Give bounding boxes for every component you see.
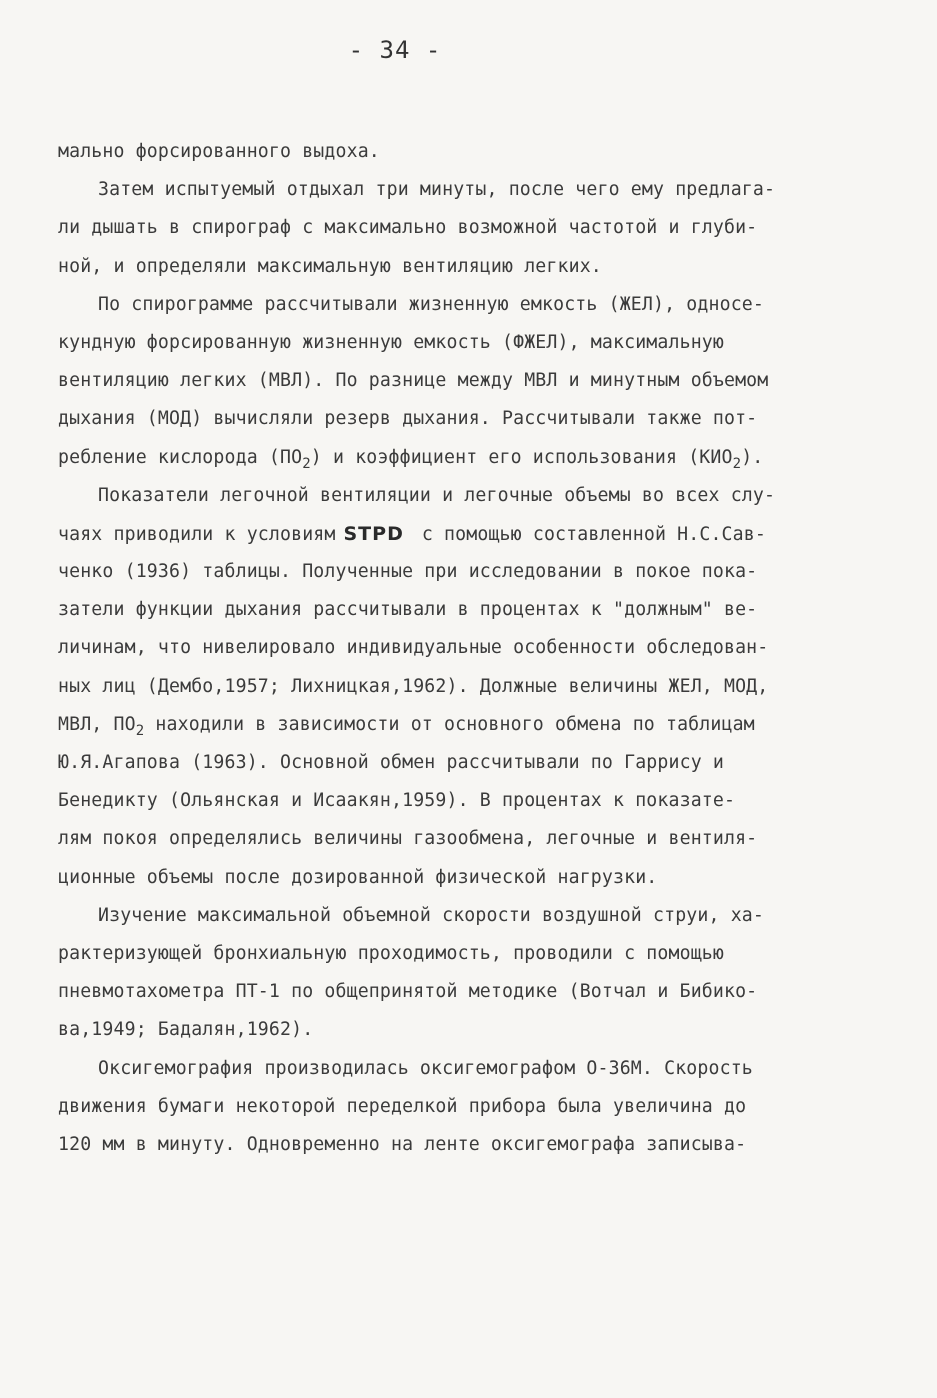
- text-line: [58, 820, 888, 858]
- text-line: [58, 668, 888, 706]
- text-line: [58, 973, 888, 1011]
- text-run: Затем испытуемый отдыхал три минуты, после чего ему предлага-: [98, 179, 776, 201]
- page-number: - 34 -: [348, 36, 442, 64]
- text-line: [58, 897, 888, 935]
- text-line: [58, 553, 888, 591]
- text-line: [58, 1050, 888, 1088]
- text-line: [58, 439, 888, 477]
- text-run: находили в зависимости от основного обмена по таблицам: [144, 713, 755, 735]
- body-text: [58, 133, 888, 1164]
- text-line: [58, 629, 888, 667]
- text-run: 120 мм в минуту. Одновременно на ленте оксигемографа записыва-: [58, 1133, 747, 1155]
- text-run: ).: [741, 446, 764, 468]
- text-line: [58, 171, 888, 209]
- text-line: [58, 400, 888, 438]
- text-run: ционные объемы после дозированной физической нагрузки.: [58, 866, 658, 888]
- text-line: [58, 515, 888, 553]
- text-run: ) и коэффициент его использования (КИО: [310, 446, 733, 468]
- text-run: ребление кислорода (ПО: [58, 446, 303, 468]
- text-line: [58, 133, 888, 171]
- text-line: [58, 324, 888, 362]
- text-run: Изучение максимальной объемной скорости воздушной струи, ха-: [98, 904, 764, 926]
- text-run: ной, и определяли максимальную вентиляцию легких.: [58, 255, 602, 277]
- text-run: затели функции дыхания рассчитывали в процентах к "должным" ве-: [58, 599, 758, 621]
- stamped-abbreviation: STPD: [343, 522, 404, 545]
- text-run: ли дышать в спирограф с максимально возможной частотой и глуби-: [58, 217, 758, 239]
- subscript: 2: [732, 455, 742, 472]
- text-run: Ю.Я.Агапова (1963). Основной обмен рассчитывали по Гаррису и: [58, 752, 724, 773]
- text-run: МВЛ, ПО: [58, 713, 136, 735]
- text-run: лям покоя определялись величины газообмена, легочные и вентиля-: [58, 828, 758, 850]
- text-run: кундную форсированную жизненную емкость (ФЖЕЛ), максимальную: [58, 331, 724, 353]
- text-line: [58, 1088, 888, 1126]
- text-line: [58, 859, 888, 897]
- subscript: 2: [135, 722, 145, 739]
- text-run: личинам, что нивелировало индивидуальные особенности обследован-: [58, 637, 769, 659]
- text-run: движения бумаги некоторой переделкой прибора была увеличина до: [58, 1095, 747, 1117]
- text-run: ных лиц (Дембо,1957; Лихницкая,1962). Должные величины ЖЕЛ, МОД,: [58, 675, 769, 697]
- text-run: мально форсированного выдоха.: [58, 141, 380, 162]
- text-run: дыхания (МОД) вычисляли резерв дыхания. Рассчитывали также пот-: [58, 408, 758, 430]
- text-run: Показатели легочной вентиляции и легочные объемы во всех слу-: [98, 484, 776, 506]
- text-line: [58, 935, 888, 973]
- text-run: По спирограмме рассчитывали жизненную емкость (ЖЕЛ), односе-: [98, 293, 764, 315]
- subscript: 2: [302, 455, 311, 472]
- text-run: ва,1949; Бадалян,1962).: [58, 1019, 314, 1041]
- text-line: [58, 591, 888, 629]
- text-run: Бенедикту (Ольянская и Исаакян,1959). В процентах к показате-: [58, 790, 736, 812]
- text-line: [58, 744, 888, 782]
- text-line: [58, 782, 888, 820]
- text-line: [58, 706, 888, 744]
- text-run: вентиляцию легких (МВЛ). По разнице между МВЛ и минутным объемом: [58, 370, 769, 392]
- text-run: чаях приводили к условиям: [58, 523, 336, 545]
- text-line: [58, 477, 888, 515]
- text-line: [58, 286, 888, 324]
- text-line: [58, 1011, 888, 1049]
- text-run: ченко (1936) таблицы. Полученные при исследовании в покое пока-: [58, 561, 758, 583]
- text-run: с помощью составленной Н.С.Сав-: [421, 523, 766, 545]
- text-line: [58, 1126, 888, 1164]
- text-run: пневмотахометра ПТ-1 по общепринятой методике (Вотчал и Бибико-: [58, 981, 758, 1003]
- text-line: [58, 209, 888, 247]
- text-run: рактеризующей бронхиальную проходимость, проводили с помощью: [58, 942, 724, 964]
- text-run: Оксигемография производилась оксигемографом О-36М. Скорость: [98, 1057, 753, 1079]
- text-line: [58, 362, 888, 400]
- text-line: [58, 248, 888, 286]
